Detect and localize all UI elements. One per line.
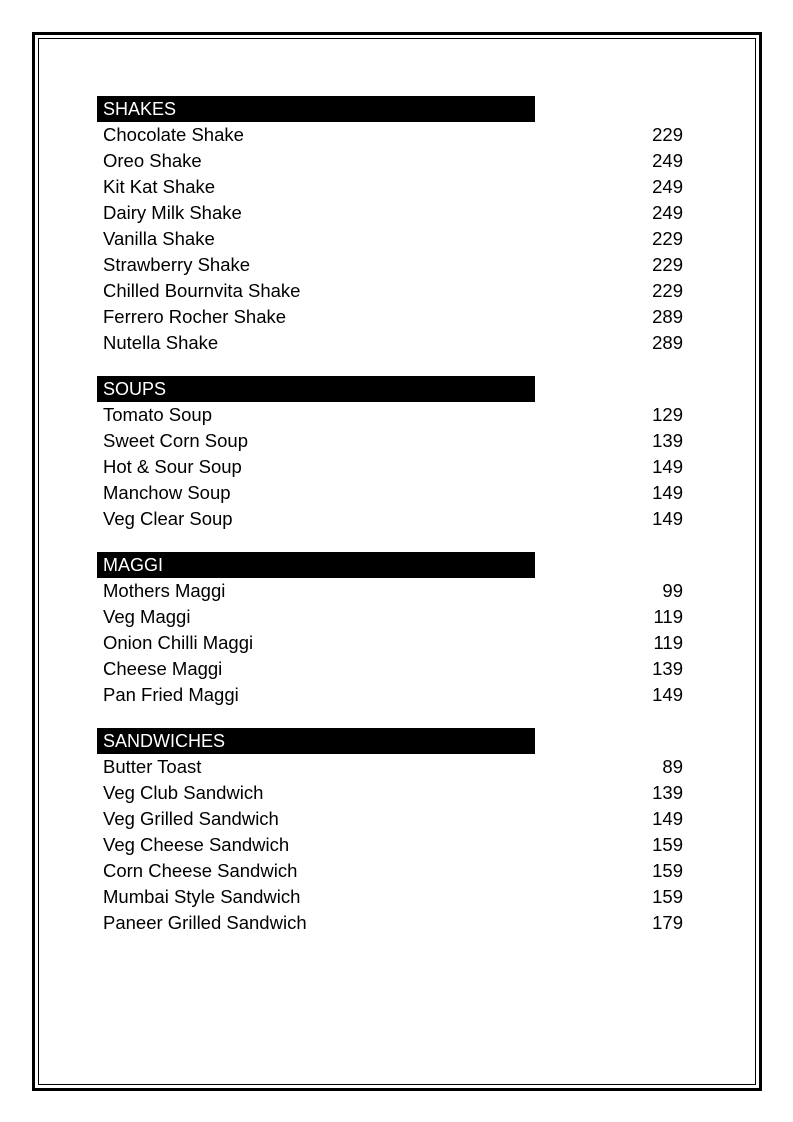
- menu-item: [97, 480, 683, 506]
- item-name: Oreo Shake: [103, 150, 202, 171]
- item-name: Corn Cheese Sandwich: [103, 860, 298, 881]
- item-price: 149: [652, 482, 683, 503]
- item-price: 229: [652, 254, 683, 275]
- item-name: Paneer Grilled Sandwich: [103, 912, 307, 933]
- item-price: 159: [652, 886, 683, 907]
- menu-item: [97, 226, 683, 252]
- item-price: 139: [652, 782, 683, 803]
- item-price: 119: [653, 632, 683, 653]
- menu-item: [97, 780, 683, 806]
- menu-item: [97, 506, 683, 532]
- menu-item: [97, 806, 683, 832]
- item-price: 159: [652, 834, 683, 855]
- item-name: Mumbai Style Sandwich: [103, 886, 301, 907]
- item-price: 99: [662, 580, 683, 601]
- menu-item: [97, 200, 683, 226]
- item-price: 149: [652, 808, 683, 829]
- item-name: Ferrero Rocher Shake: [103, 306, 287, 327]
- item-name: Tomato Soup: [103, 404, 213, 425]
- menu-section-sandwiches: [97, 728, 683, 936]
- item-name: Sweet Corn Soup: [103, 430, 249, 451]
- item-price: 89: [662, 756, 683, 777]
- menu-section-shakes: [97, 96, 683, 356]
- item-price: 229: [652, 280, 683, 301]
- item-name: Dairy Milk Shake: [103, 202, 242, 223]
- menu-item: [97, 604, 683, 630]
- item-name: Veg Cheese Sandwich: [103, 834, 290, 855]
- item-list: [97, 754, 683, 936]
- section-header: SOUPS: [97, 376, 535, 402]
- item-list: [97, 402, 683, 532]
- item-price: 229: [652, 228, 683, 249]
- item-price: 229: [652, 124, 683, 145]
- item-price: 119: [653, 606, 683, 627]
- item-name: Veg Club Sandwich: [103, 782, 264, 803]
- item-price: 289: [652, 306, 683, 327]
- item-price: 179: [652, 912, 683, 933]
- menu-item: [97, 858, 683, 884]
- item-name: Veg Maggi: [103, 606, 191, 627]
- menu-item: [97, 656, 683, 682]
- menu-item: [97, 304, 683, 330]
- item-name: Strawberry Shake: [103, 254, 251, 275]
- item-name: Veg Clear Soup: [103, 508, 233, 529]
- item-name: Onion Chilli Maggi: [103, 632, 254, 653]
- menu-item: [97, 578, 683, 604]
- item-name: Chilled Bournvita Shake: [103, 280, 301, 301]
- menu-item: [97, 884, 683, 910]
- item-name: Vanilla Shake: [103, 228, 215, 249]
- menu-item: [97, 252, 683, 278]
- item-price: 149: [652, 684, 683, 705]
- item-price: 249: [652, 176, 683, 197]
- item-name: Butter Toast: [103, 756, 202, 777]
- section-header: SHAKES: [97, 96, 535, 122]
- item-price: 249: [652, 202, 683, 223]
- item-name: Kit Kat Shake: [103, 176, 216, 197]
- menu-item: [97, 122, 683, 148]
- menu-item: [97, 630, 683, 656]
- section-header: MAGGI: [97, 552, 535, 578]
- item-list: [97, 578, 683, 708]
- item-name: Hot & Sour Soup: [103, 456, 242, 477]
- menu-item: [97, 428, 683, 454]
- item-price: 159: [652, 860, 683, 881]
- menu-item: [97, 682, 683, 708]
- item-name: Nutella Shake: [103, 332, 219, 353]
- menu-item: [97, 148, 683, 174]
- item-price: 139: [652, 430, 683, 451]
- item-name: Chocolate Shake: [103, 124, 244, 145]
- item-price: 249: [652, 150, 683, 171]
- item-name: Pan Fried Maggi: [103, 684, 239, 705]
- menu-item: [97, 754, 683, 780]
- section-header: SANDWICHES: [97, 728, 535, 754]
- item-list: [97, 122, 683, 356]
- menu-item: [97, 454, 683, 480]
- item-name: Cheese Maggi: [103, 658, 223, 679]
- item-price: 129: [652, 404, 683, 425]
- menu-item: [97, 330, 683, 356]
- menu-item: [97, 278, 683, 304]
- menu-item: [97, 910, 683, 936]
- item-name: Manchow Soup: [103, 482, 231, 503]
- menu-section-soups: [97, 376, 683, 532]
- item-name: Mothers Maggi: [103, 580, 226, 601]
- item-name: Veg Grilled Sandwich: [103, 808, 279, 829]
- menu-section-maggi: [97, 552, 683, 708]
- menu: [97, 96, 683, 956]
- item-price: 149: [652, 456, 683, 477]
- item-price: 139: [652, 658, 683, 679]
- menu-item: [97, 402, 683, 428]
- item-price: 289: [652, 332, 683, 353]
- item-price: 149: [652, 508, 683, 529]
- menu-item: [97, 832, 683, 858]
- menu-item: [97, 174, 683, 200]
